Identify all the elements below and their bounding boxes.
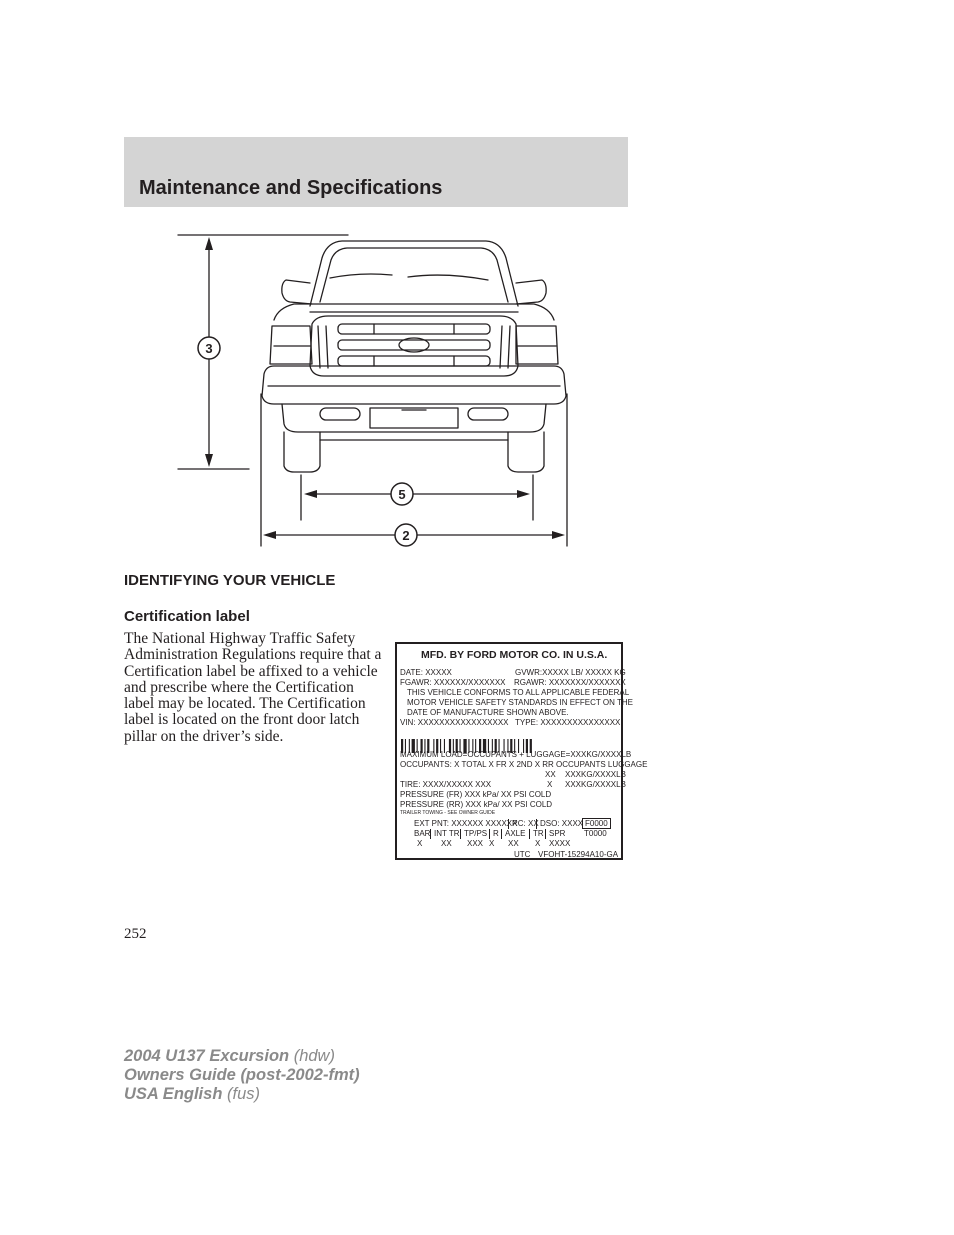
label-occupants: OCCUPANTS: X TOTAL X FR X 2ND X RR OCCUPANTS LUGGAGE bbox=[400, 760, 648, 769]
truck-front-view bbox=[262, 241, 566, 472]
section-title: Maintenance and Specifications bbox=[139, 177, 443, 199]
identifying-heading: IDENTIFYING YOUR VEHICLE bbox=[124, 572, 336, 589]
label-code-axle: AXLE bbox=[501, 829, 525, 839]
label-occ-row1-a: XX bbox=[545, 770, 556, 779]
label-dso: DSO: XXXX bbox=[536, 819, 583, 829]
label-value-axle: XX bbox=[508, 839, 519, 848]
label-gvwr: GVWR:XXXXX LB/ XXXXX KG bbox=[515, 668, 626, 677]
truck-dimensions-figure bbox=[170, 228, 590, 553]
label-fgawr: FGAWR: XXXXXX/XXXXXXX bbox=[400, 678, 506, 687]
label-utc: UTC bbox=[514, 850, 531, 859]
label-occ-row2-a: X bbox=[547, 780, 553, 789]
label-rgawr: RGAWR: XXXXXXX/XXXXXXX bbox=[514, 678, 626, 687]
label-code-bar: BAR bbox=[414, 829, 431, 838]
track-right-arrowhead bbox=[517, 490, 530, 498]
document-footer bbox=[124, 1047, 360, 1104]
overall-right-arrowhead bbox=[552, 531, 565, 539]
label-code-spr: SPR bbox=[545, 829, 565, 839]
label-code-tr: TR bbox=[529, 829, 544, 839]
label-ext-paint: EXT PNT: XXXXXX XXXXXX bbox=[414, 819, 518, 828]
track-left-arrowhead bbox=[304, 490, 317, 498]
footer-guide: Owners Guide (post-2002-fmt) bbox=[124, 1066, 360, 1084]
label-rc: RC: XX bbox=[508, 819, 539, 829]
footer-line-3 bbox=[124, 1085, 360, 1104]
label-code-tp-ps: TP/PS bbox=[460, 829, 487, 839]
label-code-r: R bbox=[489, 829, 499, 839]
footer-language: USA English bbox=[124, 1085, 223, 1103]
callout-track-width bbox=[391, 483, 413, 505]
label-conform-line2: MOTOR VEHICLE SAFETY STANDARDS IN EFFECT ON THE bbox=[407, 698, 633, 707]
label-max-load: MAXIMUM LOAD=OCCUPANTS + LUGGAGE=XXXKG/XXXXLB bbox=[400, 750, 632, 759]
footer-language-code: (fus) bbox=[227, 1085, 260, 1103]
label-pressure-rear: PRESSURE (RR) XXX kPa/ XX PSI COLD bbox=[400, 800, 553, 809]
label-value-spr: XXXX bbox=[549, 839, 571, 848]
label-code-t: T0000 bbox=[584, 829, 607, 838]
label-type: TYPE: XXXXXXXXXXXXXXX bbox=[515, 718, 621, 727]
label-part-number: VFOHT-15294A10-GA bbox=[538, 850, 619, 859]
certification-heading: Certification label bbox=[124, 608, 250, 625]
footer-line-2 bbox=[124, 1066, 360, 1085]
label-tire: TIRE: XXXX/XXXXX XXX bbox=[400, 780, 492, 789]
label-conform-line1: THIS VEHICLE CONFORMS TO ALL APPLICABLE FEDERAL bbox=[407, 688, 630, 697]
label-value-tp-ps: XXX bbox=[467, 839, 484, 848]
label-value-tr: X bbox=[535, 839, 541, 848]
height-top-arrowhead bbox=[205, 237, 213, 250]
footer-model: 2004 U137 Excursion bbox=[124, 1047, 290, 1065]
label-code-f: F0000 bbox=[582, 818, 611, 829]
label-value-r: X bbox=[489, 839, 495, 848]
page-number: 252 bbox=[124, 926, 147, 942]
label-trailer-note: TRAILER TOWING - SEE OWNER GUIDE bbox=[400, 810, 496, 816]
callout-height-label: 3 bbox=[205, 341, 213, 356]
callout-track-label: 5 bbox=[398, 487, 406, 502]
label-conform-line3: DATE OF MANUFACTURE SHOWN ABOVE. bbox=[407, 708, 569, 717]
footer-model-code: (hdw) bbox=[293, 1047, 335, 1065]
section-header-band bbox=[124, 137, 628, 207]
label-pressure-front: PRESSURE (FR) XXX kPa/ XX PSI COLD bbox=[400, 790, 552, 799]
label-date: DATE: XXXXX bbox=[400, 668, 452, 677]
footer-line-1 bbox=[124, 1047, 360, 1066]
label-occ-row2-b: XXXKG/XXXXLB bbox=[565, 780, 626, 789]
callout-height bbox=[198, 337, 220, 359]
certification-label-illustration bbox=[395, 642, 648, 860]
callout-overall-width bbox=[395, 524, 417, 546]
label-title: MFD. BY FORD MOTOR CO. IN U.S.A. bbox=[421, 649, 608, 661]
label-code-int-tr: INT TR bbox=[430, 829, 459, 839]
overall-left-arrowhead bbox=[263, 531, 276, 539]
label-occ-row1-b: XXXKG/XXXXLB bbox=[565, 770, 626, 779]
callout-overall-label: 2 bbox=[402, 528, 410, 543]
label-value-bar: X bbox=[417, 839, 423, 848]
certification-body: The National Highway Traffic Safety Administration Regulations require that a Certification label be affixed to a vehicle and prescribe where the Certification label may be located. The Certification label is located on the front door latch pillar on the driver’s side. bbox=[124, 630, 382, 745]
height-bottom-arrowhead bbox=[205, 454, 213, 467]
label-value-int-tr: XX bbox=[441, 839, 452, 848]
label-vin: VIN: XXXXXXXXXXXXXXXXX bbox=[400, 718, 509, 727]
